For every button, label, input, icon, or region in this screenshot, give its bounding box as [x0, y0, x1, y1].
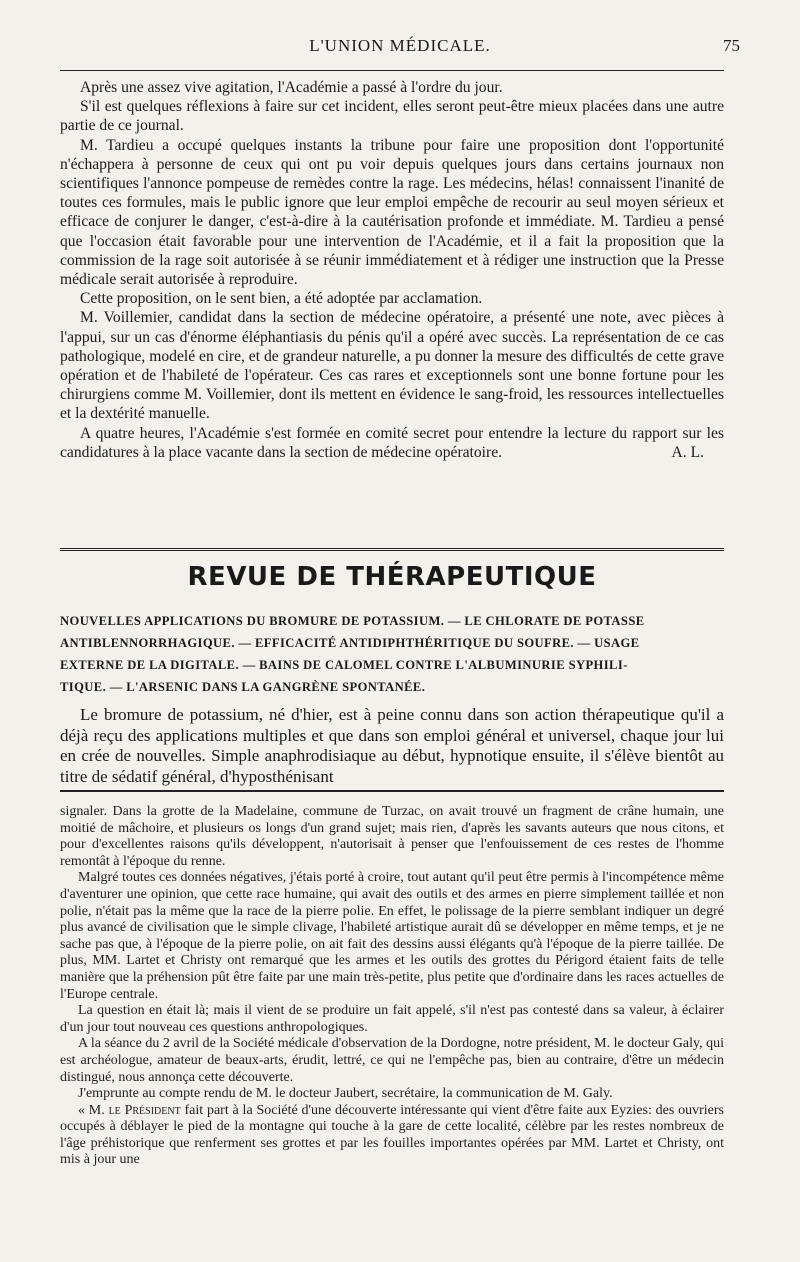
- author-signature: A. L.: [671, 443, 704, 461]
- quote-rest: fait part à la Société d'une découverte intéressante qui vient d'être faite aux Eyzies: des ouvriers occupés à déblayer le pied de la montagne qui touche à la gare de cette localité, célèbre par les restes nombreux de l'âge préhistorique que renferment ses grottes et par les fouilles importantes opérées par MM. Lartet et Christy, ont mis à jour une: [60, 1102, 724, 1168]
- subheading-line: TIQUE. — L'ARSENIC DANS LA GANGRÈNE SPONTANÉE.: [60, 680, 426, 694]
- report-paragraph: M. Voillemier, candidat dans la section de médecine opératoire, a présenté une note, avec pièces à l'appui, sur un cas d'énorme éléphantiasis du pénis qu'il a opéré avec succès. La représentation de ce cas pathologique, modelé en cire, et de grandeur naturelle, a pu donner la mesure des difficultés de cette grave opération et de l'habileté de l'opérateur. Ces cas rares et exceptionnels sont une bonne fortune pour les chirurgiens comme M. Voillemier, dont ils mettent en évidence le sang-froid, les ressources intellectuelles et la dextérité manuelle.: [60, 309, 724, 423]
- section-subheadings: [60, 610, 724, 698]
- subheading-line: ANTIBLENNORRHAGIQUE. — EFFICACITÉ ANTIDIPHTHÉRITIQUE DU SOUFRE. — USAGE: [60, 636, 640, 650]
- footnote-paragraph: [60, 1103, 724, 1169]
- quote-prefix: « M.: [78, 1102, 109, 1118]
- section-divider: [60, 548, 724, 551]
- footnote: [60, 804, 724, 1169]
- page-header: [60, 36, 740, 60]
- section-title: REVUE DE THÉRAPEUTIQUE: [187, 562, 597, 592]
- report-paragraph: Après une assez vive agitation, l'Académie a passé à l'ordre du jour.: [80, 79, 503, 96]
- footnote-rule: [60, 790, 724, 792]
- revue-intro: [60, 705, 724, 787]
- page-number: 75: [723, 36, 740, 55]
- subheading-line: EXTERNE DE LA DIGITALE. — BAINS DE CALOMEL CONTRE L'ALBUMINURIE SYPHILI-: [60, 658, 628, 672]
- footnote-paragraph: A la séance du 2 avril de la Société médicale d'observation de la Dordogne, notre président, M. le docteur Galy, qui est archéologue, amateur de beaux-arts, érudit, lettré, ce qui ne l'empêche pas, bien au contraire, d'être un médecin distingué, nous annonça cette découverte.: [60, 1036, 724, 1085]
- report-paragraph: S'il est quelques réflexions à faire sur cet incident, elles seront peut-être mieux placées dans une autre partie de ce journal.: [60, 98, 724, 135]
- footnote-paragraph: signaler. Dans la grotte de la Madelaine, commune de Turzac, on avait trouvé un fragment de crâne humain, une moitié de mâchoire, et plusieurs os longs d'un grand sujet; mais rien, d'après les savants auteurs que nous citons, et pour d'excellentes raisons qu'ils développent, n'autorisait à penser que l'enfouissement de ces restes de l'homme remontât à l'époque du renne.: [60, 804, 724, 869]
- report-paragraph: M. Tardieu a occupé quelques instants la tribune pour faire une proposition dont l'opportunité n'échappera à personne de ceux qui ont pu voir depuis quelques jours dans certains journaux non scientifiques l'annonce pompeuse de remèdes contre la rage. Les médecins, hélas! connaissent l'inanité de toutes ces formules, mais le public ignore que leur emploi empêche de recourir au seul moyen sérieux et efficace de conjurer le danger, c'est-à-dire à la cautérisation profonde et immédiate. M. Tardieu a pensé que l'occasion était favorable pour une intervention de l'Académie, et il a fait la proposition que la commission de la rage soit autorisée à se réunir immédiatement et à rédiger une instruction que la Presse médicale serait autorisée à reproduire.: [60, 136, 724, 289]
- footnote-paragraph: La question en était là; mais il vient de se produire un fait appelé, s'il n'est pas contesté dans sa valeur, à éclairer d'un jour tout nouveau ces questions anthropologiques.: [60, 1003, 724, 1035]
- report-final-paragraph: [60, 424, 724, 462]
- report-paragraph: Cette proposition, on le sent bien, a été adoptée par acclamation.: [80, 290, 483, 308]
- president-label: le Président: [108, 1102, 181, 1118]
- footnote-paragraph: J'emprunte au compte rendu de M. le docteur Jaubert, secrétaire, la communication de M. Galy.: [78, 1086, 613, 1102]
- footnote-paragraph: Malgré toutes ces données négatives, j'étais porté à croire, tout autant qu'il peut être permis à l'incompétence même d'aventurer une opinion, que cette race humaine, qui avait des outils et des armes en pierre simplement taillée et non polie, n'était pas la même que la race de la pierre polie. En effet, le polissage de la pierre semblant indiquer un degré plus avancé de civilisation que le simple clivage, l'habileté artistique aurait dû se développer en même temps, et je ne sache pas que, à l'époque de la pierre polie, on ait fait des dessins aussi élégants qu'à l'époque de la pierre taillée. De plus, MM. Lartet et Christy ont remarqué que les armes et les outils des grottes du Périgord étaient faits de telle manière que la préhension pût être faite par une main très-petite, plus petite que d'ordinaire dans les races actuelles de l'Europe centrale.: [60, 870, 724, 1002]
- academy-report: [60, 78, 724, 462]
- running-title: L'UNION MÉDICALE.: [309, 36, 491, 55]
- final-paragraph-text: A quatre heures, l'Académie s'est formée en comité secret pour entendre la lecture du rapport sur les candidatures à la place vacante dans la section de médecine opératoire.: [60, 424, 724, 461]
- header-rule: [60, 70, 724, 71]
- intro-paragraph: Le bromure de potassium, né d'hier, est à peine connu dans son action thérapeutique qu'il a déjà reçu des applications multiples et que dans son emploi général et universel, chaque jour lui en crée de nouvelles. Simple anaphrodisiaque au début, hypnotique ensuite, il s'élève bientôt au titre de sédatif général, d'hyposthénisant: [60, 705, 724, 786]
- subheading-line: NOUVELLES APPLICATIONS DU BROMURE DE POTASSIUM. — LE CHLORATE DE POTASSE: [60, 614, 645, 628]
